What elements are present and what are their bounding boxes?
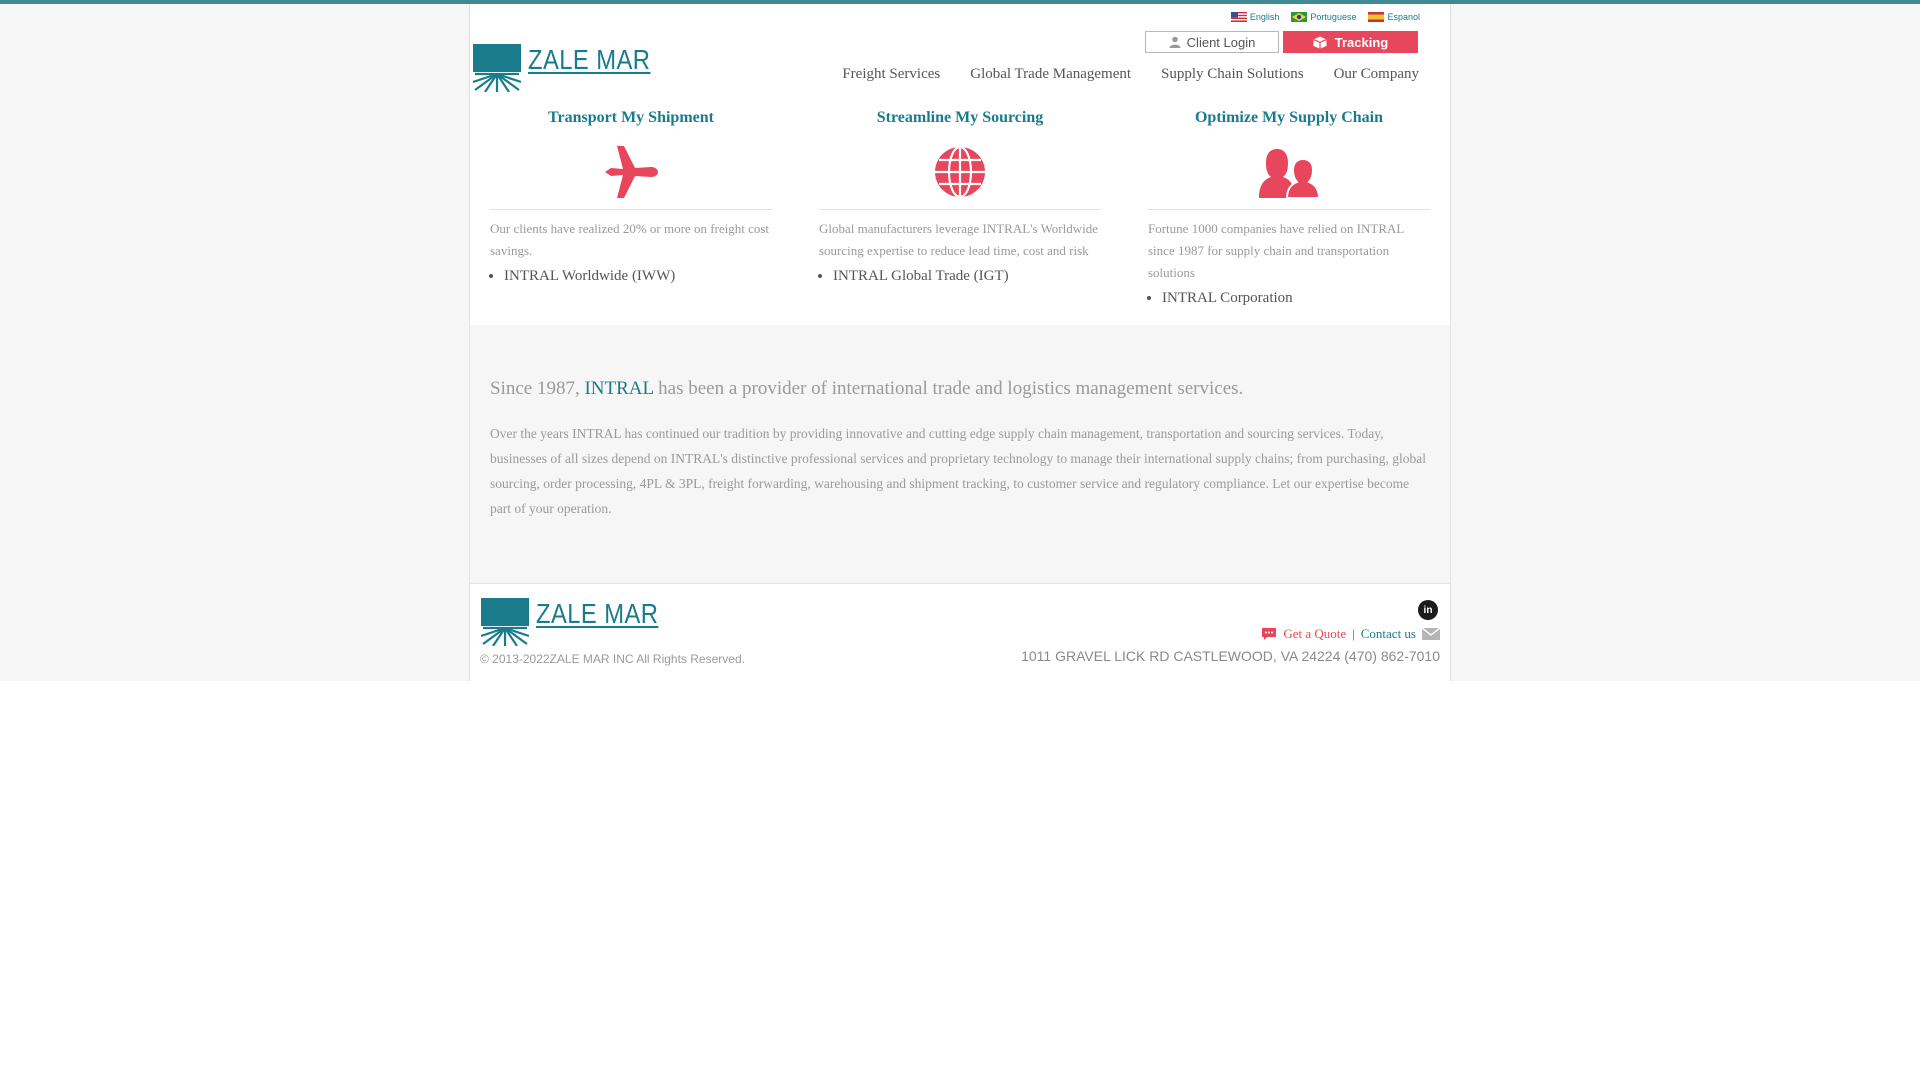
link-separator: | [1352,626,1355,641]
tracking-button[interactable] [1283,31,1418,53]
tracking-label: Tracking [1334,34,1389,50]
logo-text: ZALE MAR [528,44,651,75]
about-heading-suffix: has been a provider of international trade and logistics management services. [658,378,1244,399]
column-divider [490,209,772,210]
spain-flag-icon [1368,12,1384,22]
us-flag-icon [1231,12,1247,22]
column-description: Our clients have realized 20% or more on freight cost savings. [490,221,770,258]
column-icon-wrap [1148,146,1430,198]
envelope-icon[interactable] [1422,628,1440,640]
auth-buttons [1145,31,1418,53]
column-divider [819,209,1101,210]
nav-supply-chain-solutions[interactable]: Supply Chain Solutions [1161,66,1304,82]
get-quote-link[interactable] [1261,626,1346,642]
lang-portuguese-label: Portuguese [1310,12,1357,22]
footer-links [1261,626,1440,642]
about-heading [490,378,1243,400]
airplane-icon [603,146,659,198]
column-description: Global manufacturers leverage INTRAL's Worldwide sourcing expertise to reduce lead time, cost and risk [819,221,1099,258]
column-links [490,268,772,285]
brazil-flag-icon [1291,12,1307,22]
about-heading-prefix: Since 1987, [490,378,580,399]
company-address: 1011 GRAVEL LICK RD CASTLEWOOD, VA 24224 (470) 862-7010 [1021,648,1440,664]
nav-freight-services[interactable]: Freight Services [842,66,941,82]
lang-english[interactable] [1231,12,1280,22]
site-logo[interactable] [473,44,672,92]
nav-global-trade-management[interactable]: Global Trade Management [970,66,1132,82]
column-title[interactable]: Streamline My Sourcing [876,109,1044,126]
nav-our-company[interactable]: Our Company [1333,66,1419,82]
linkedin-icon[interactable]: in [1418,600,1438,620]
column-sourcing [819,109,1101,285]
column-link[interactable]: • INTRAL Corporation [1162,290,1430,307]
column-title[interactable]: Transport My Shipment [548,109,714,126]
client-login-button[interactable] [1145,31,1279,53]
contact-us-link[interactable]: Contact us [1360,626,1416,641]
column-title[interactable]: Optimize My Supply Chain [1194,109,1384,126]
column-icon-wrap [490,146,772,198]
column-link[interactable]: • INTRAL Global Trade (IGT) [833,268,1101,285]
site-footer [470,583,1450,682]
lang-espanol[interactable] [1368,12,1420,22]
column-supply-chain [1148,109,1430,307]
copyright: © 2013-2022ZALE MAR INC All Rights Reserved. [480,652,745,666]
logo-mark-icon [473,44,521,92]
client-login-label: Client Login [1186,34,1256,50]
footer-logo[interactable] [481,598,680,646]
people-icon [1259,146,1319,198]
globe-icon [934,146,986,198]
about-heading-brand: INTRAL [584,378,654,399]
column-transport [490,109,772,285]
footer-logo-text: ZALE MAR [536,598,659,629]
chat-bubble-icon [1261,627,1277,641]
page-container [469,4,1451,681]
logo-mark-icon [481,598,529,646]
lang-english-label: English [1249,12,1280,22]
column-links [819,268,1101,285]
about-section [470,325,1450,583]
about-body: Over the years INTRAL has continued our tradition by providing innovative and cutting edge supply chain management, transportation and sourcing services. Today, businesses of all sizes depend on INTRAL's distinctive professional services and proprietary technology to manage their international supply chains; from purchasing, global sourcing, order processing, 4PL & 3PL, freight forwarding, warehousing and shipment tracking, to customer service and regulatory compliance. Let our expertise become part of your operation. [490,426,1426,516]
package-icon [1313,36,1327,49]
user-icon [1169,36,1181,48]
site-header [470,4,1450,104]
column-link[interactable]: • INTRAL Worldwide (IWW) [504,268,772,285]
column-links [1148,290,1430,307]
column-divider [1148,209,1430,210]
language-switcher [1231,12,1420,22]
get-quote-label: Get a Quote [1283,626,1347,641]
column-icon-wrap [819,146,1101,198]
column-description: Fortune 1000 companies have relied on INTRAL since 1987 for supply chain and transportation solutions [1148,221,1404,280]
main-nav [842,66,1419,83]
lang-espanol-label: Espanol [1387,12,1420,22]
lang-portuguese[interactable] [1291,12,1356,22]
service-columns [470,109,1450,329]
